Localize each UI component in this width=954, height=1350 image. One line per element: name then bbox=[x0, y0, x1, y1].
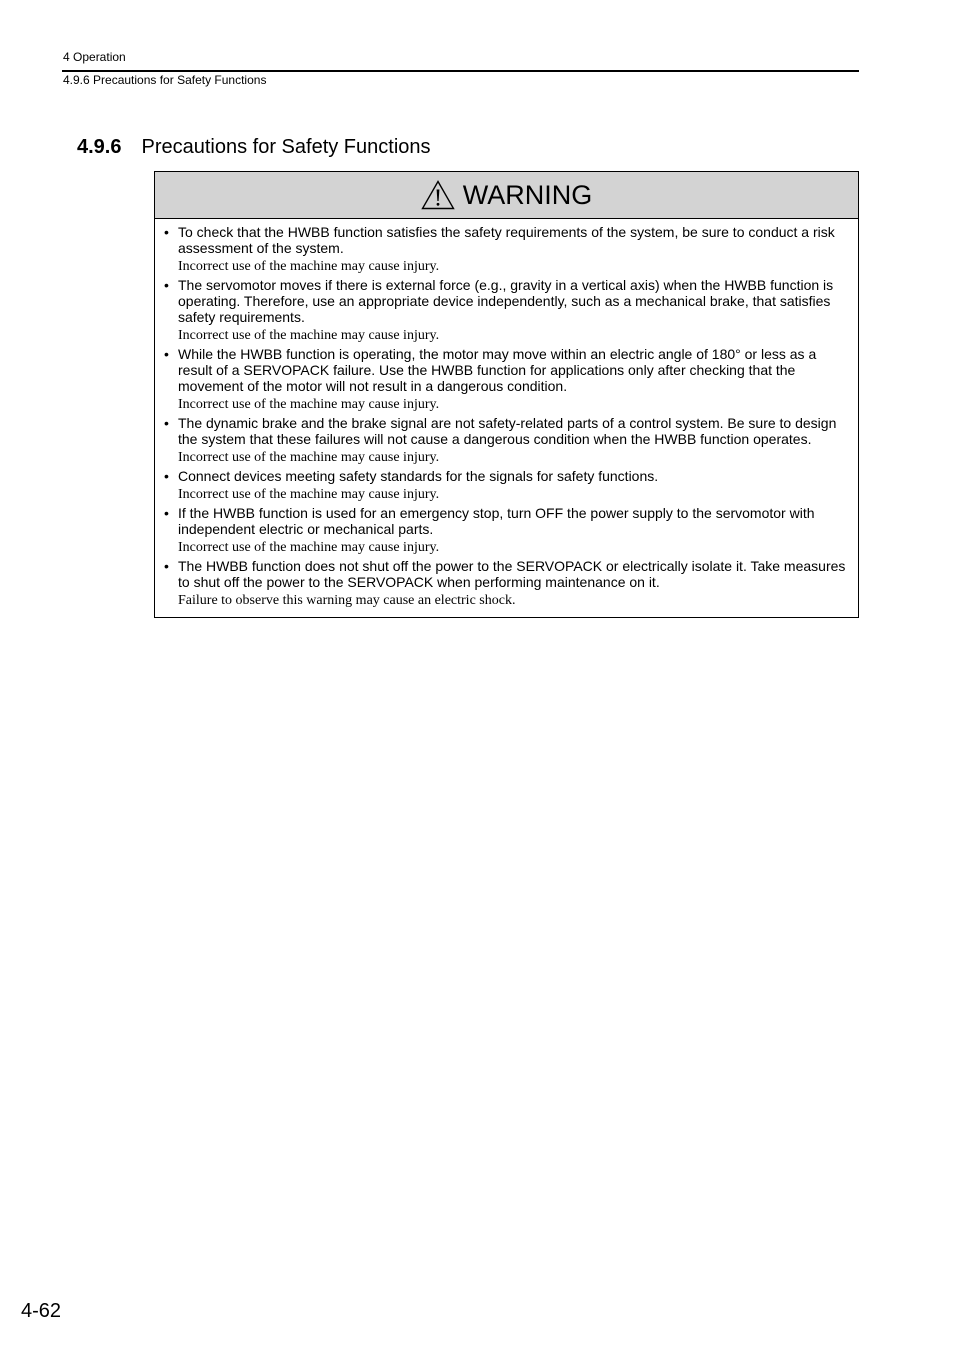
warning-item-text: If the HWBB function is used for an emergency stop, turn OFF the power supply to the servomotor with independent electric or mechanical parts. bbox=[178, 505, 815, 537]
warning-item-consequence: Incorrect use of the machine may cause injury. bbox=[178, 450, 440, 465]
warning-item-text: While the HWBB function is operating, the motor may move within an electric angle of 180° or less as a result of a SERVOPACK failure. Use the HWBB function for applications only after checking that the movement of the motor will not result in a dangerous condition. bbox=[178, 346, 817, 394]
bullet-icon: • bbox=[164, 415, 169, 431]
bullet-icon: • bbox=[164, 505, 169, 521]
warning-header bbox=[155, 172, 858, 219]
warning-item-consequence: Incorrect use of the machine may cause injury. bbox=[178, 328, 440, 343]
bullet-icon: • bbox=[164, 277, 169, 293]
warning-item bbox=[164, 224, 848, 275]
warning-item bbox=[164, 346, 848, 413]
warning-item bbox=[164, 415, 848, 466]
warning-item bbox=[164, 277, 848, 344]
warning-item-text: The dynamic brake and the brake signal are not safety-related parts of a control system. Be sure to design the system that these failures will not cause a dangerous condition when the HWBB function operates. bbox=[178, 415, 837, 447]
warning-item-consequence: Incorrect use of the machine may cause injury. bbox=[178, 487, 440, 502]
section-title: Precautions for Safety Functions bbox=[141, 136, 431, 158]
warning-item-consequence: Incorrect use of the machine may cause injury. bbox=[178, 397, 440, 412]
bullet-icon: • bbox=[164, 346, 169, 362]
warning-item-consequence: Incorrect use of the machine may cause injury. bbox=[178, 540, 440, 555]
section-heading bbox=[77, 134, 431, 160]
warning-box bbox=[154, 171, 859, 618]
warning-item-text: Connect devices meeting safety standards for the signals for safety functions. bbox=[178, 468, 659, 484]
bullet-icon: • bbox=[164, 558, 169, 574]
warning-item bbox=[164, 468, 848, 503]
warning-triangle-icon bbox=[421, 180, 455, 210]
warning-item bbox=[164, 505, 848, 556]
warning-item-text: The HWBB function does not shut off the power to the SERVOPACK or electrically isolate it. Take measures to shut off the power to the SERVOPACK when performing maintenance on it. bbox=[178, 558, 846, 590]
warning-item-text: The servomotor moves if there is external force (e.g., gravity in a vertical axis) when the HWBB function is operating. Therefore, use an appropriate device independently, such as a mechanical brake, that satisfies safety requirements. bbox=[178, 277, 834, 325]
warning-body bbox=[155, 219, 858, 617]
bullet-icon: • bbox=[164, 224, 169, 240]
warning-item-consequence: Failure to observe this warning may cause an electric shock. bbox=[178, 593, 516, 608]
running-head-chapter: 4 Operation bbox=[63, 50, 126, 64]
section-number: 4.9.6 bbox=[77, 136, 122, 158]
bullet-icon: • bbox=[164, 468, 169, 484]
page-number: 4-62 bbox=[21, 1300, 62, 1322]
warning-item-consequence: Incorrect use of the machine may cause injury. bbox=[178, 259, 440, 274]
running-head-rule bbox=[62, 70, 859, 72]
warning-item-text: To check that the HWBB function satisfies the safety requirements of the system, be sure to conduct a risk assessment of the system. bbox=[178, 224, 835, 256]
warning-item bbox=[164, 558, 848, 609]
warning-title: WARNING bbox=[462, 180, 593, 210]
running-head-section: 4.9.6 Precautions for Safety Functions bbox=[63, 73, 267, 87]
